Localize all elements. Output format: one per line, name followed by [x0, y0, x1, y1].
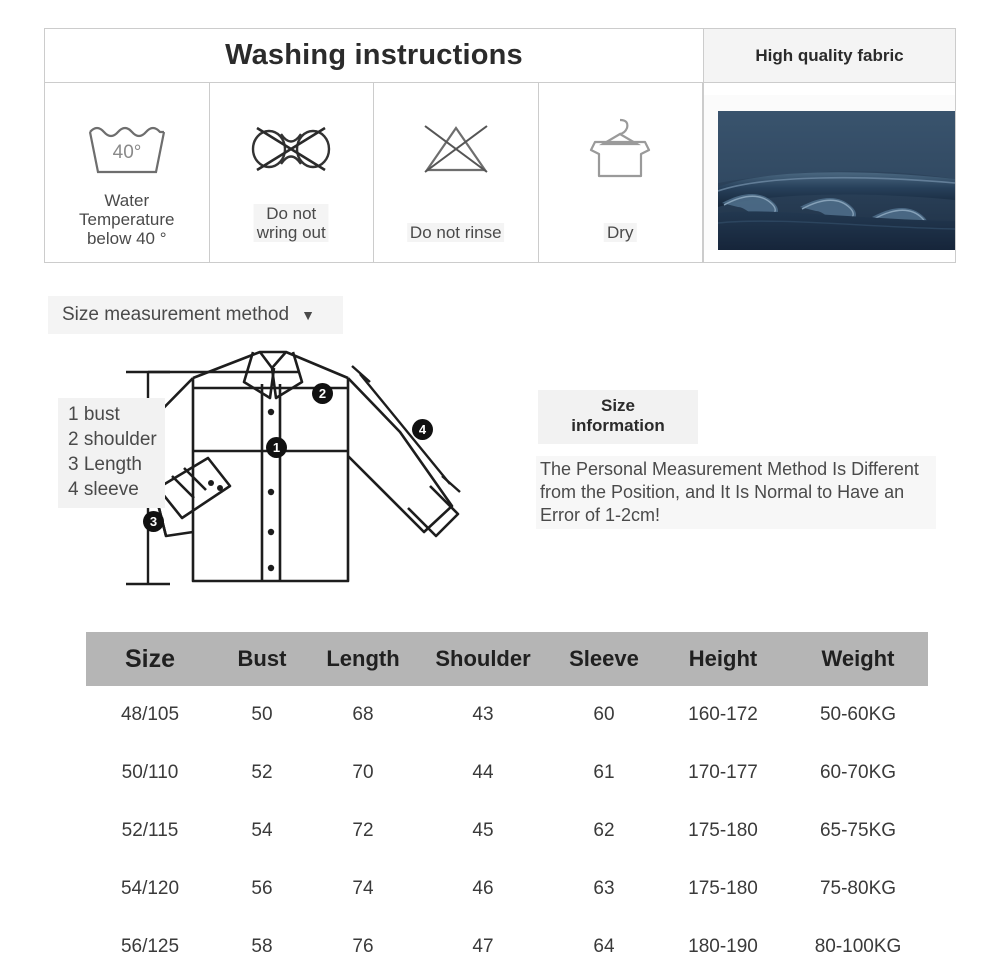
table-cell-length: 72: [310, 802, 416, 860]
table-cell-weight: 50-60KG: [788, 686, 928, 744]
table-cell-length: 68: [310, 686, 416, 744]
table-cell-height: 180-190: [658, 918, 788, 976]
folded-navy-fabric-photo: [704, 95, 955, 250]
washing-instructions-block: [44, 28, 956, 263]
table-cell-shoulder: 47: [416, 918, 550, 976]
table-cell-shoulder: 46: [416, 860, 550, 918]
table-cell-sleeve: 60: [550, 686, 658, 744]
measurement-badge-sleeve: 4: [412, 419, 433, 440]
table-cell-shoulder: 45: [416, 802, 550, 860]
column-header-length: Length: [310, 632, 416, 686]
size-chart-header-row: [86, 632, 928, 686]
table-cell-length: 76: [310, 918, 416, 976]
size-measurement-method-dropdown[interactable]: [48, 296, 343, 334]
table-cell-bust: 56: [214, 860, 310, 918]
size-information-title-line: information: [571, 416, 665, 435]
size-information-title: [538, 390, 698, 444]
legend-item-shoulder: 2 shoulder: [68, 429, 157, 450]
wash-tub-40-icon: [84, 113, 170, 185]
column-header-weight: Weight: [788, 632, 928, 686]
table-cell-sleeve: 63: [550, 860, 658, 918]
table-cell-bust: 58: [214, 918, 310, 976]
hang-dry-shirt-icon: [579, 113, 661, 185]
table-row: [86, 802, 928, 860]
wash-care-cell-do-not-rinse: [374, 83, 539, 262]
table-cell-weight: 60-70KG: [788, 744, 928, 802]
table-row: [86, 918, 928, 976]
washing-title-cell: [44, 28, 703, 83]
table-row: [86, 744, 928, 802]
wash-label-line: Water: [104, 191, 150, 210]
table-cell-weight: 65-75KG: [788, 802, 928, 860]
table-cell-height: 170-177: [658, 744, 788, 802]
table-cell-size: 56/125: [86, 918, 214, 976]
table-cell-length: 70: [310, 744, 416, 802]
washing-body-row: [44, 83, 956, 263]
table-cell-bust: 50: [214, 686, 310, 744]
do-not-rinse-icon: [413, 113, 499, 185]
wash-care-label-water-temperature: [76, 191, 177, 248]
wash-care-label-do-not-rinse: [407, 223, 505, 242]
svg-text:40°: 40°: [112, 142, 142, 163]
table-row: [86, 686, 928, 744]
table-cell-height: 175-180: [658, 860, 788, 918]
table-cell-shoulder: 44: [416, 744, 550, 802]
table-cell-size: 50/110: [86, 744, 214, 802]
size-information-body: The Personal Measurement Method Is Different from the Position, and It Is Normal to Have an Error of 1-2cm!: [536, 456, 936, 529]
wash-care-cell-water-temperature: [45, 83, 210, 262]
column-header-height: Height: [658, 632, 788, 686]
table-cell-weight: 80-100KG: [788, 918, 928, 976]
do-not-wring-icon: [241, 113, 341, 185]
table-cell-sleeve: 64: [550, 918, 658, 976]
legend-item-length: 3 Length: [68, 454, 142, 475]
wash-label-line: wring out: [256, 223, 326, 242]
wash-label-line: Dry: [607, 223, 634, 242]
size-measurement-method-label: Size measurement method: [62, 304, 290, 325]
wash-label-line: Do not rinse: [409, 223, 502, 242]
table-cell-height: 175-180: [658, 802, 788, 860]
table-cell-height: 160-172: [658, 686, 788, 744]
table-cell-bust: 54: [214, 802, 310, 860]
table-row: [86, 860, 928, 918]
table-cell-size: 48/105: [86, 686, 214, 744]
fabric-title-cell: [703, 28, 956, 83]
size-information-title-line: Size: [600, 396, 636, 415]
washing-icon-cells: [44, 83, 703, 263]
table-cell-size: 54/120: [86, 860, 214, 918]
table-cell-shoulder: 43: [416, 686, 550, 744]
measurement-badge-bust: 1: [266, 437, 287, 458]
wash-care-cell-do-not-wring: [210, 83, 375, 262]
chevron-down-icon: ▼: [301, 307, 315, 323]
fabric-title: High quality fabric: [755, 45, 904, 65]
washing-header-row: [44, 28, 956, 83]
wash-care-cell-dry: [539, 83, 704, 262]
measurement-badge-shoulder: 2: [312, 383, 333, 404]
fabric-photo-cell: [703, 83, 956, 263]
wash-label-line: below 40 °: [86, 229, 167, 248]
column-header-sleeve: Sleeve: [550, 632, 658, 686]
size-information-panel: [536, 390, 940, 529]
table-cell-bust: 52: [214, 744, 310, 802]
table-cell-sleeve: 61: [550, 744, 658, 802]
shirt-measurement-diagram: [48, 336, 528, 596]
washing-title: Washing instructions: [225, 39, 523, 71]
column-header-bust: Bust: [214, 632, 310, 686]
legend-item-bust: 1 bust: [68, 404, 120, 425]
size-chart-table: [86, 632, 928, 976]
table-cell-length: 74: [310, 860, 416, 918]
wash-label-line: Do not: [266, 204, 317, 223]
measurement-badge-length: 3: [143, 511, 164, 532]
measurement-legend: [58, 398, 165, 508]
table-cell-sleeve: 62: [550, 802, 658, 860]
wash-care-label-dry: [604, 223, 636, 242]
legend-item-sleeve: 4 sleeve: [68, 479, 139, 500]
wash-label-line: Temperature: [79, 210, 175, 229]
table-cell-weight: 75-80KG: [788, 860, 928, 918]
column-header-size: Size: [86, 632, 214, 686]
size-chart-body: [86, 686, 928, 976]
size-chart-head: [86, 632, 928, 686]
wash-care-label-do-not-wring: [254, 204, 329, 242]
table-cell-size: 52/115: [86, 802, 214, 860]
column-header-shoulder: Shoulder: [416, 632, 550, 686]
